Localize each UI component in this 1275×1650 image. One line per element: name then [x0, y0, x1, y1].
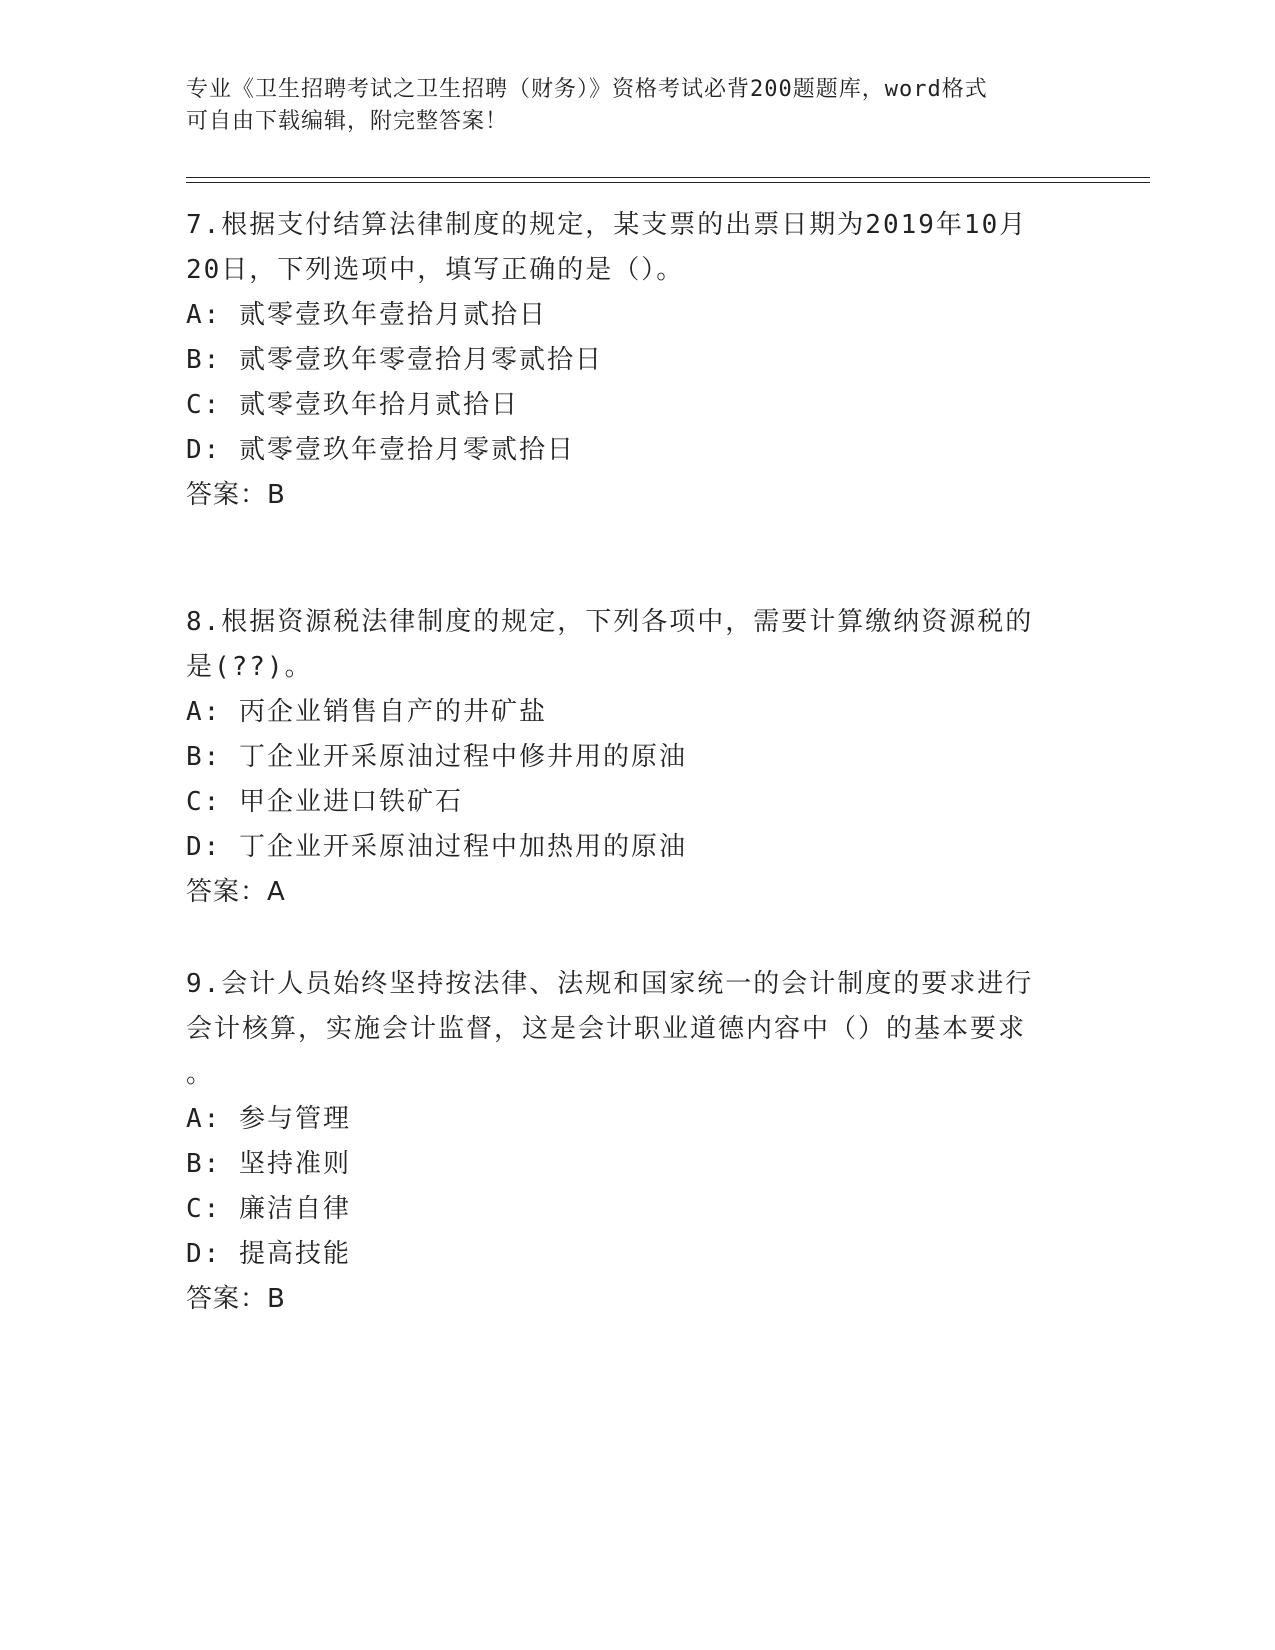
- header-line-1: 专业《卫生招聘考试之卫生招聘（财务）》资格考试必背200题题库，word格式: [186, 77, 988, 102]
- answer-line: 答案：A: [186, 877, 286, 907]
- header-divider-top: [186, 177, 1150, 178]
- question-stem-line: 7.根据支付结算法律制度的规定，某支票的出票日期为2019年10月: [186, 210, 1028, 240]
- question-stem-line: 。: [186, 1059, 215, 1089]
- option-c: C: 廉洁自律: [186, 1194, 351, 1224]
- option-b: B: 坚持准则: [186, 1149, 351, 1179]
- question-7: [186, 203, 1066, 518]
- question-stem-line: 9.会计人员始终坚持按法律、法规和国家统一的会计制度的要求进行: [186, 969, 1034, 999]
- question-stem-line: 20日，下列选项中，填写正确的是（）。: [186, 255, 685, 285]
- document-header: [186, 74, 1066, 138]
- option-d: D: 贰零壹玖年壹拾月零贰拾日: [186, 435, 575, 465]
- answer-line: 答案：B: [186, 1284, 286, 1314]
- option-d: D: 提高技能: [186, 1239, 351, 1269]
- header-line-2: 可自由下载编辑，附完整答案！: [186, 109, 509, 134]
- header-divider-bottom: [186, 182, 1150, 183]
- option-a: A: 贰零壹玖年壹拾月贰拾日: [186, 300, 547, 330]
- question-9: [186, 962, 1066, 1322]
- option-d: D: 丁企业开采原油过程中加热用的原油: [186, 832, 687, 862]
- option-a: A: 参与管理: [186, 1104, 351, 1134]
- question-8: [186, 600, 1066, 915]
- option-c: C: 甲企业进口铁矿石: [186, 787, 463, 817]
- option-c: C: 贰零壹玖年拾月贰拾日: [186, 390, 519, 420]
- option-a: A: 丙企业销售自产的井矿盐: [186, 697, 547, 727]
- question-stem-line: 是(??)。: [186, 652, 313, 682]
- option-b: B: 贰零壹玖年零壹拾月零贰拾日: [186, 345, 603, 375]
- question-stem-line: 会计核算，实施会计监督，这是会计职业道德内容中（）的基本要求: [186, 1014, 1027, 1044]
- option-b: B: 丁企业开采原油过程中修井用的原油: [186, 742, 687, 772]
- answer-line: 答案：B: [186, 480, 286, 510]
- question-stem-line: 8.根据资源税法律制度的规定，下列各项中，需要计算缴纳资源税的: [186, 607, 1034, 637]
